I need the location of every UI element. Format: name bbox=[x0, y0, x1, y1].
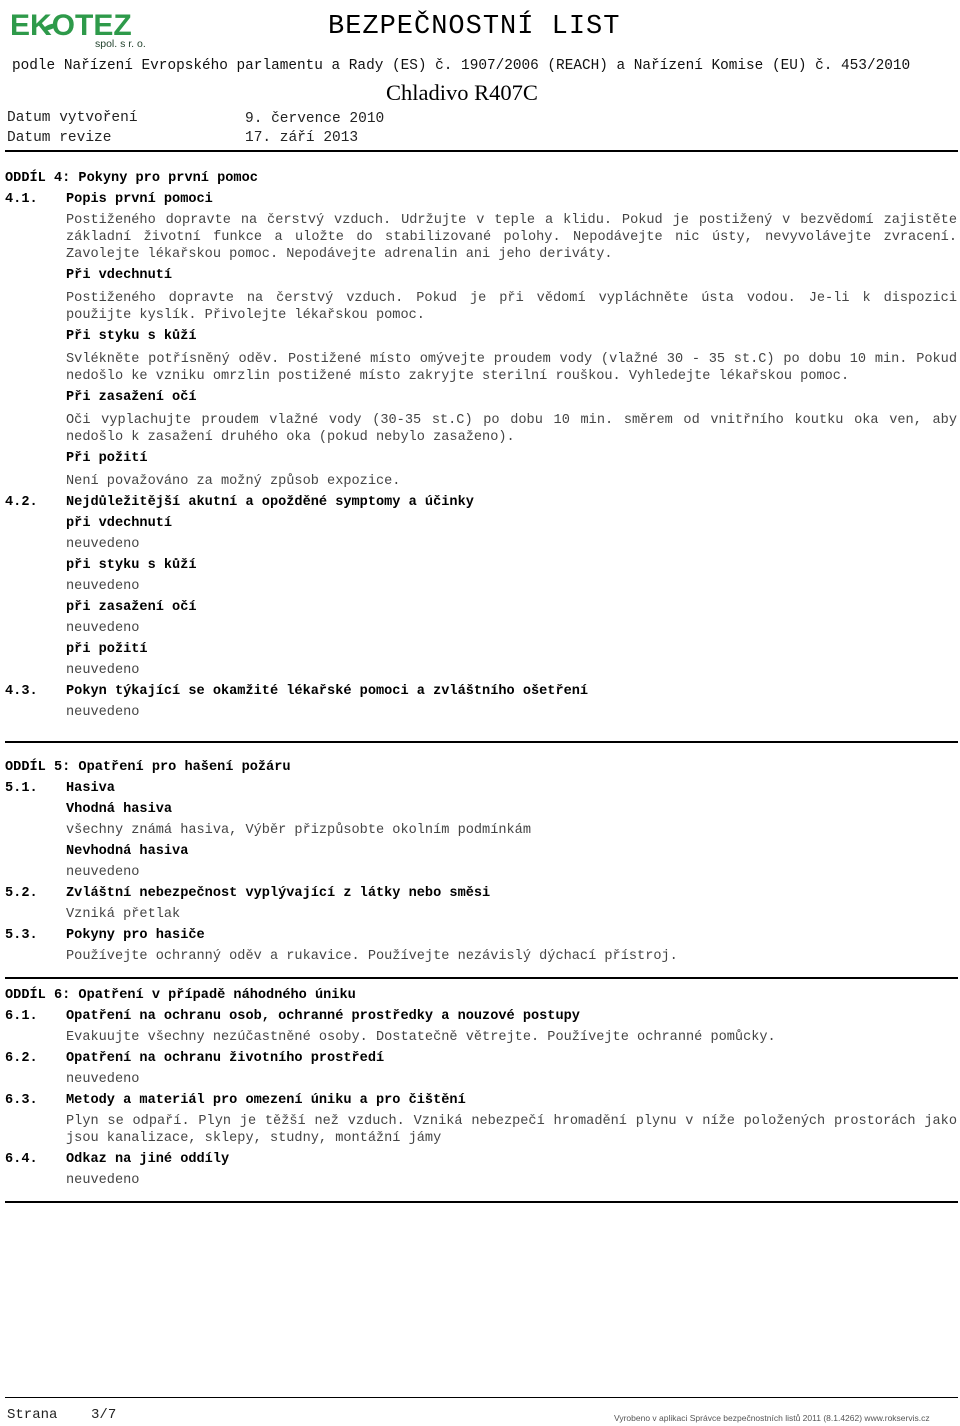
subsection-heading: Metody a materiál pro omezení úniku a pro čištění bbox=[66, 1093, 466, 1108]
logo-subtitle: spol. s r. o. bbox=[95, 38, 146, 50]
footer-divider bbox=[5, 1397, 958, 1398]
section-divider bbox=[5, 741, 958, 743]
suitable-media-text: všechny známá hasiva, Výběr přizpůsobte okolním podmínkám bbox=[66, 823, 531, 838]
heading-ingestion: Při požití bbox=[66, 451, 148, 466]
subsection-heading: Odkaz na jiné oddíly bbox=[66, 1152, 230, 1167]
subsection-number: 4.2. bbox=[5, 495, 38, 510]
paragraph: neuvedeno bbox=[66, 1072, 140, 1087]
subsection-4-2 bbox=[5, 494, 957, 683]
subsection-heading: Nejdůležitější akutní a opožděné symptomy a účinky bbox=[66, 495, 474, 510]
suitable-media-heading: Vhodná hasiva bbox=[66, 802, 173, 817]
subsection-5-3 bbox=[5, 927, 957, 965]
paragraph: Svlékněte potřísněný oděv. Postižené místo omývejte proudem vody (vlažné 30 - 35 st.C) po dobu 10 min. Pokud nedošlo ke vzniku omrzlin postižené místo zakryjte sterilní rouškou. Vyhledejte lékařskou pomoc. bbox=[66, 352, 957, 384]
heading-inhalation: Při vdechnutí bbox=[66, 268, 173, 283]
symptom-skin: při styku s kůží bbox=[66, 558, 197, 573]
section-divider bbox=[5, 1201, 958, 1203]
company-logo bbox=[10, 8, 155, 50]
unsuitable-media-text: neuvedeno bbox=[66, 865, 140, 880]
subsection-number: 5.2. bbox=[5, 886, 38, 901]
created-date: 9. července 2010 bbox=[245, 111, 385, 127]
paragraph: Oči vyplachujte proudem vlažné vody (30-35 st.C) po dobu 10 min. směrem od vnitřního koutku oka ven, aby nedošlo k zasažení druhého oka (pokud nebylo zasaženo). bbox=[66, 413, 957, 445]
symptom-inhalation: při vdechnutí bbox=[66, 516, 173, 531]
section-6 bbox=[5, 987, 957, 1189]
unsuitable-media-heading: Nevhodná hasiva bbox=[66, 844, 189, 859]
logo-wordmark: EKOTEZ bbox=[10, 9, 132, 42]
paragraph: Vzniká přetlak bbox=[66, 907, 181, 922]
subsection-heading: Pokyn týkající se okamžité lékařské pomoci a zvláštního ošetření bbox=[66, 684, 589, 699]
product-name: Chladivo R407C bbox=[386, 80, 538, 105]
paragraph: Postiženého dopravte na čerstvý vzduch. Udržujte v teple a klidu. Pokud je postižený v bezvědomí zajistěte základní životní funkce a uložte do stabilizované polohy. Nepodávejte nic ústy, nevyvolávejte zvracení. Zavolejte lékařskou pomoc. Nepodávejte adrenalin ani jeho deriváty. bbox=[66, 213, 957, 262]
section-divider bbox=[5, 977, 958, 979]
created-label: Datum vytvoření bbox=[7, 110, 138, 126]
subsection-number: 6.1. bbox=[5, 1009, 38, 1024]
subsection-4-3 bbox=[5, 683, 957, 721]
subsection-4-1 bbox=[5, 191, 957, 490]
subsection-number: 4.1. bbox=[5, 192, 38, 207]
paragraph: Evakuujte všechny nezúčastněné osoby. Dostatečně větrejte. Používejte ochranné pomůcky. bbox=[66, 1030, 776, 1045]
subsection-number: 5.3. bbox=[5, 928, 38, 943]
subsection-5-2 bbox=[5, 885, 957, 927]
subsection-number: 6.4. bbox=[5, 1152, 38, 1167]
header-divider bbox=[5, 150, 958, 152]
not-stated: neuvedeno bbox=[66, 663, 140, 678]
symptom-eyes: při zasažení očí bbox=[66, 600, 197, 615]
subsection-heading: Popis první pomoci bbox=[66, 192, 213, 207]
subsection-number: 6.2. bbox=[5, 1051, 38, 1066]
subsection-6-1 bbox=[5, 1008, 957, 1050]
paragraph: Není považováno za možný způsob expozice. bbox=[66, 474, 401, 489]
revised-label: Datum revize bbox=[7, 130, 112, 146]
subsection-heading: Zvláštní nebezpečnost vyplývající z látky nebo směsi bbox=[66, 886, 491, 901]
heading-eyes: Při zasažení očí bbox=[66, 390, 197, 405]
revised-date: 17. září 2013 bbox=[245, 130, 359, 146]
heading-skin: Při styku s kůží bbox=[66, 329, 197, 344]
subsection-number: 6.3. bbox=[5, 1093, 38, 1108]
not-stated: neuvedeno bbox=[66, 705, 140, 720]
section-4-title: ODDÍL 4: Pokyny pro první pomoc bbox=[5, 171, 258, 186]
page-number: Strana 3/7 bbox=[7, 1407, 117, 1423]
subsection-heading: Hasiva bbox=[66, 781, 115, 796]
not-stated: neuvedeno bbox=[66, 621, 140, 636]
not-stated: neuvedeno bbox=[66, 537, 140, 552]
paragraph: neuvedeno bbox=[66, 1173, 140, 1188]
regulation-reference: podle Nařízení Evropského parlamentu a Rady (ES) č. 1907/2006 (REACH) a Nařízení Komise (EU) č. 453/2010 bbox=[12, 58, 911, 74]
subsection-heading: Opatření na ochranu osob, ochranné prostředky a nouzové postupy bbox=[66, 1009, 580, 1024]
document-title: BEZPEČNOSTNÍ LIST bbox=[328, 12, 621, 42]
paragraph: Postiženého dopravte na čerstvý vzduch. Pokud je při vědomí vypláchněte ústa vodou. Je-li k dispozici použijte kyslík. Přivolejte lékařskou pomoc. bbox=[66, 291, 957, 323]
section-5-title: ODDÍL 5: Opatření pro hašení požáru bbox=[5, 760, 291, 775]
symptom-ingestion: při požití bbox=[66, 642, 148, 657]
subsection-6-2 bbox=[5, 1050, 957, 1092]
section-4 bbox=[5, 170, 957, 721]
not-stated: neuvedeno bbox=[66, 579, 140, 594]
section-5 bbox=[5, 759, 957, 965]
paragraph: Plyn se odpaří. Plyn je těžší než vzduch. Vzniká nebezpečí hromadění plynu v níže položených prostorách jako jsou kanalizace, sklepy, studny, montážní jámy bbox=[66, 1114, 957, 1146]
subsection-number: 5.1. bbox=[5, 781, 38, 796]
producer-credit: Vyrobeno v aplikaci Správce bezpečnostních listů 2011 (8.1.4262) www.rokservis.cz bbox=[614, 1413, 930, 1423]
subsection-6-3 bbox=[5, 1092, 957, 1151]
subsection-5-1 bbox=[5, 780, 957, 885]
subsection-number: 4.3. bbox=[5, 684, 38, 699]
subsection-heading: Opatření na ochranu životního prostředí bbox=[66, 1051, 385, 1066]
section-6-title: ODDÍL 6: Opatření v případě náhodného úniku bbox=[5, 988, 356, 1003]
paragraph: Používejte ochranný oděv a rukavice. Používejte nezávislý dýchací přístroj. bbox=[66, 949, 678, 964]
subsection-heading: Pokyny pro hasiče bbox=[66, 928, 205, 943]
subsection-6-4 bbox=[5, 1151, 957, 1189]
